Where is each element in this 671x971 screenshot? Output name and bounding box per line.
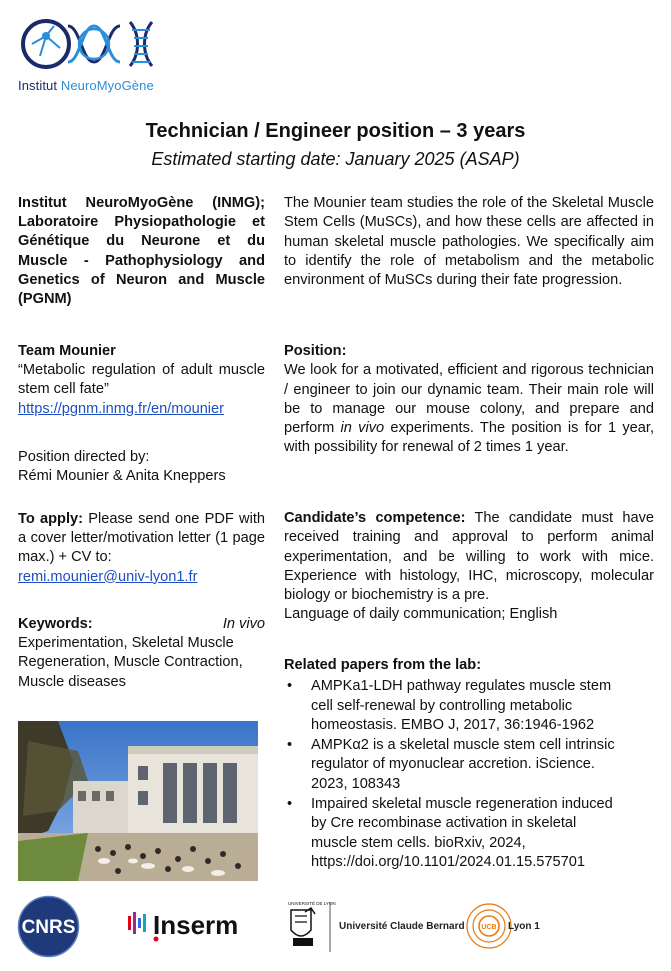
page-title: Technician / Engineer position – 3 years: [145, 120, 526, 142]
position-text-part2: experiments. The position is for 1 year, with possibility for renewal of 2 times 1 year.: [284, 420, 654, 456]
apply-text: [18, 510, 265, 568]
position-text: [284, 361, 654, 457]
page-subtitle: Estimated starting date: January 2025 (ASAP): [151, 149, 520, 169]
apply-instructions: Please send one PDF with a cover letter/motivation letter (1 page max.) + CV to:: [18, 511, 266, 566]
ucbl-seal-text: UCB: [481, 924, 497, 931]
paper-item: • Impaired skeletal muscle regeneration induced by Cre recombinase activation in skeletal muscle stem cells. bioRxiv, 2024, https://doi.org/10.1101/2024.01.15.575701: [284, 795, 624, 872]
team-url-link[interactable]: https://pgnm.inmg.fr/en/mounier: [18, 400, 225, 417]
team-intro: The Mounier team studies the role of the Skeletal Muscle Stem Cells (MuSCs), and how these cells are affected in human skeletal muscle pathologies. We specifically aim to identify the role of metabolism and the metabolic environment of MuSCs during their fate progression.: [284, 195, 654, 289]
papers-block: [284, 656, 654, 873]
competence-label: Candidate’s competence:: [284, 510, 466, 526]
directed-label: Position directed by:: [18, 449, 150, 465]
paper-item: • AMPKa1-LDH pathway regulates muscle stem cell self-renewal by controlling metabolic homeostasis. EMBO J, 2017, 36:1946-1962: [284, 677, 624, 735]
director-block: [18, 448, 265, 486]
univ-lyon-text: UNIVERSITÉ DE LYON: [288, 901, 336, 906]
competence-description: The candidate must have received training and approval to perform animal experimentation, and be willing to work with mice. Experience with histology, IHC, microscopy, molecular biology or biochemistry is a pre.: [284, 510, 654, 604]
position-heading: Position:: [284, 343, 347, 359]
inserm-logo-icon: [126, 906, 256, 946]
keywords-in-vivo: In vivo: [222, 616, 265, 632]
ucbl-logo: [285, 896, 545, 958]
apply-label: To apply:: [18, 511, 83, 527]
competence-block: [284, 509, 654, 625]
keywords-text: Experimentation, Skeletal Muscle Regeneration, Muscle Contraction, Muscle diseases: [18, 635, 243, 690]
team-subject: “Metabolic regulation of adult muscle stem cell fate”: [18, 362, 265, 398]
cnrs-logo: [17, 895, 80, 958]
ucbl-lyon: Lyon 1: [508, 921, 540, 932]
position-in-vivo: in vivo: [340, 420, 385, 437]
lab-building-photo: [18, 721, 258, 881]
apply-email-link[interactable]: remi.mounier@univ-lyon1.fr: [18, 568, 198, 585]
keywords-label: Keywords:: [18, 616, 93, 632]
keywords-first-line: [18, 615, 265, 634]
position-block: [284, 342, 654, 458]
inserm-logo: [126, 906, 256, 946]
directed-names: Rémi Mounier & Anita Kneppers: [18, 468, 226, 485]
inserm-logo-text: Inserm: [153, 910, 239, 940]
cnrs-logo-icon: [17, 895, 80, 958]
neuromyogene-logo-icon: [18, 14, 168, 76]
papers-heading: Related papers from the lab:: [284, 657, 482, 673]
competence-text: [284, 509, 654, 605]
building-photo-image: [18, 721, 258, 881]
team-heading: Team Mounier: [18, 343, 116, 359]
keywords-block: [18, 615, 265, 692]
inmg-logo: [18, 14, 168, 99]
inmg-logo-text: Institut NeuroMyoGène: [18, 78, 154, 93]
cnrs-logo-text: CNRS: [21, 917, 76, 938]
ucbl-name: Université Claude Bernard: [339, 921, 465, 932]
papers-list: [284, 677, 624, 872]
position-text-part1: We look for a motivated, efficient and rigorous technician / engineer to join our dynamic team. Their main role will be to manage our mouse colony, and prepare and perform: [284, 362, 654, 437]
team-block: [18, 342, 265, 419]
institute-name: Institut NeuroMyoGène (INMG); Laboratoire Physiopathologie et Génétique du Neurone et du Muscle - Pathophysiology and Genetics of Neuron and Muscle (PGNM): [18, 195, 265, 308]
apply-block: [18, 510, 265, 587]
language-text: Language of daily communication; English: [284, 606, 558, 623]
ucbl-logo-icon: [285, 896, 545, 958]
paper-item: • AMPKα2 is a skeletal muscle stem cell intrinsic regulator of myonuclear accretion. iScience. 2023, 108343: [284, 736, 624, 794]
